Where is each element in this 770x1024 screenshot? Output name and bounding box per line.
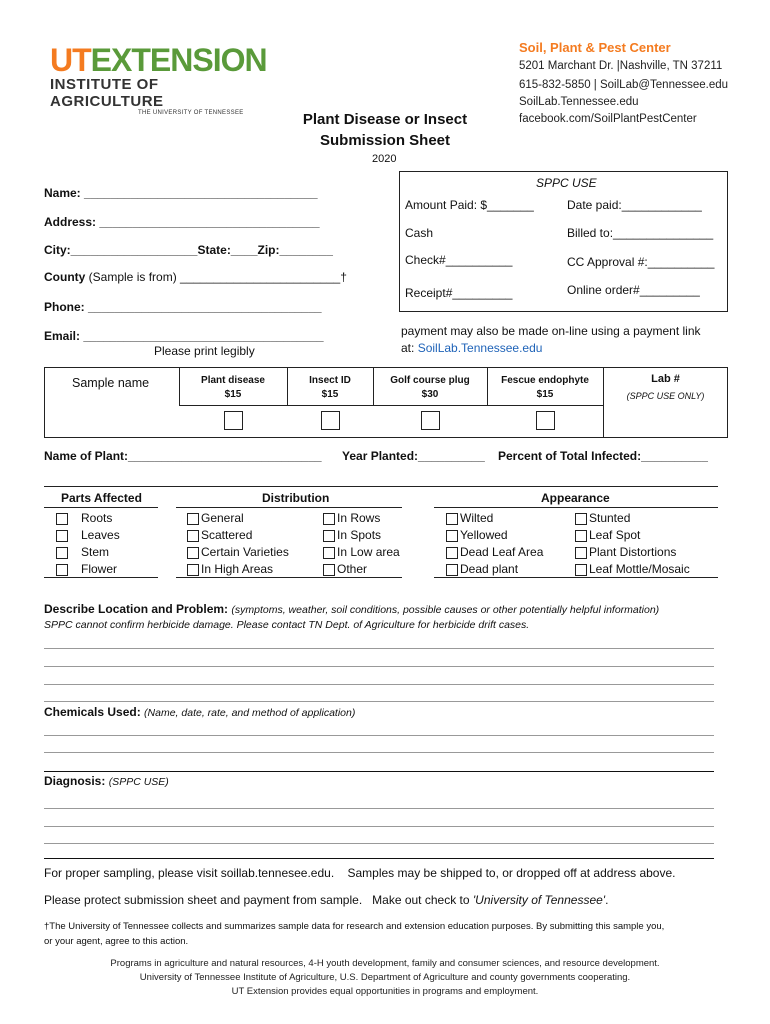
chemicals-hint: (Name, date, rate, and method of application) — [144, 707, 356, 719]
stem-checkbox[interactable] — [56, 547, 68, 559]
roots-checkbox[interactable] — [56, 513, 68, 525]
stunted-checkbox[interactable] — [575, 513, 587, 525]
disclaimer-line2: or your agent, agree to this action. — [44, 936, 189, 947]
footer-line1: Programs in agriculture and natural resources, 4-H youth development, family and consumer sciences, and resource development. — [110, 958, 660, 969]
logo-university: THE UNIVERSITY OF TENNESSEE — [138, 110, 244, 116]
plant-disease-checkbox[interactable] — [224, 411, 243, 430]
date-paid-field[interactable]: Date paid:____________ — [567, 198, 702, 212]
online-order-field[interactable]: Online order#_________ — [567, 283, 700, 297]
certain-varieties-label: Certain Varieties — [201, 545, 289, 559]
insect-id-checkbox[interactable] — [321, 411, 340, 430]
disclaimer-line1: †The University of Tennessee collects and summarizes sample data for research and extension education purposes. By submitting this sample you, — [44, 921, 665, 932]
distribution-title: Distribution — [262, 491, 330, 505]
col-plant-disease — [179, 374, 287, 402]
county-field[interactable] — [44, 270, 347, 284]
lab-label: Lab # — [651, 373, 680, 385]
parts-bottom-rule — [44, 577, 158, 578]
contact-web: SoilLab.Tennessee.edu — [519, 96, 639, 108]
dead-leaf-area-checkbox[interactable] — [446, 547, 458, 559]
col-label: Golf course plug — [390, 375, 470, 386]
parts-underline — [44, 507, 158, 508]
wilted-label: Wilted — [460, 511, 494, 525]
col-price: $15 — [536, 389, 554, 400]
percent-infected-field[interactable]: Percent of Total Infected:__________ — [498, 449, 708, 463]
online-payment-note — [401, 323, 701, 357]
col-label: Plant disease — [201, 375, 265, 386]
leaf-spot-checkbox[interactable] — [575, 530, 587, 542]
in-rows-label: In Rows — [337, 511, 381, 525]
dead-plant-label: Dead plant — [460, 562, 519, 576]
title-line1: Plant Disease or Insect — [302, 111, 468, 128]
payment-note-line2 — [401, 340, 701, 357]
diagnosis-heading — [44, 774, 169, 788]
appearance-title: Appearance — [541, 491, 610, 505]
describe-line[interactable] — [44, 684, 714, 685]
leaf-mottle-label: Leaf Mottle/Mosaic — [589, 562, 690, 576]
dead-plant-checkbox[interactable] — [446, 564, 458, 576]
in-low-area-label: In Low area — [337, 545, 400, 559]
cc-approval-field[interactable]: CC Approval #:__________ — [567, 255, 715, 269]
sampling-instructions: For proper sampling, please visit soillab.tennesee.edu. Samples may be shipped to, or dropped off at address above. — [44, 866, 676, 880]
title-line2: Submission Sheet — [319, 132, 451, 149]
year-planted-field[interactable]: Year Planted:__________ — [342, 449, 485, 463]
sppc-title: SPPC USE — [536, 176, 597, 190]
name-of-plant-field[interactable]: Name of Plant:_____________________________ — [44, 449, 322, 463]
describe-heading — [44, 602, 659, 616]
section-rule — [44, 486, 718, 487]
roots-label: Roots — [81, 511, 113, 525]
chemicals-line[interactable] — [44, 752, 714, 753]
contact-address: 5201 Marchant Dr. |Nashville, TN 37211 — [519, 60, 723, 72]
payment-instructions-end: . — [605, 893, 609, 907]
appearance-bottom-rule — [434, 577, 718, 578]
general-label: General — [201, 511, 244, 525]
check-field[interactable]: Check#__________ — [405, 253, 513, 267]
describe-label: Describe Location and Problem: — [44, 602, 229, 616]
contact-title: Soil, Plant & Pest Center — [519, 40, 671, 55]
diagnosis-label: Diagnosis: — [44, 774, 106, 788]
other-label: Other — [337, 562, 368, 576]
table-divider — [179, 405, 603, 406]
contact-phone-email: 615-832-5850 | SoilLab@Tennessee.edu — [519, 79, 729, 91]
chemicals-line[interactable] — [44, 735, 714, 736]
footer — [0, 957, 770, 999]
flower-label: Flower — [81, 562, 118, 576]
form-title — [270, 109, 500, 151]
col-price: $30 — [421, 389, 439, 400]
payment-note-line1: payment may also be made on-line using a payment link — [401, 324, 701, 338]
payment-instructions — [44, 893, 608, 907]
diagnosis-end-rule — [44, 858, 714, 859]
diagnosis-hint: (SPPC USE) — [108, 776, 169, 788]
ut-extension-logo — [50, 42, 267, 116]
form-year: 2020 — [372, 153, 397, 165]
describe-line[interactable] — [44, 666, 714, 667]
payment-instructions-text: Please protect submission sheet and payment from sample. Make out check to — [44, 893, 473, 907]
payee-name: 'University of Tennessee' — [472, 893, 606, 907]
wilted-checkbox[interactable] — [446, 513, 458, 525]
yellowed-label: Yellowed — [460, 528, 508, 542]
stem-label: Stem — [81, 545, 110, 559]
herbicide-note: SPPC cannot confirm herbicide damage. Please contact TN Dept. of Agriculture for herbicide drift cases. — [44, 619, 530, 631]
receipt-field[interactable]: Receipt#_________ — [405, 286, 513, 300]
scattered-label: Scattered — [201, 528, 253, 542]
name-field[interactable]: Name: ___________________________________ — [44, 186, 318, 200]
phone-field[interactable]: Phone: ___________________________________ — [44, 300, 322, 314]
address-field[interactable]: Address: _________________________________ — [44, 215, 320, 229]
certain-varieties-checkbox[interactable] — [187, 547, 199, 559]
leaves-label: Leaves — [81, 528, 120, 542]
sample-name-header: Sample name — [72, 376, 150, 390]
print-legibly-note: Please print legibly — [154, 344, 255, 358]
diagnosis-line[interactable] — [44, 826, 714, 827]
billed-to-field[interactable]: Billed to:_______________ — [567, 226, 714, 240]
stunted-label: Stunted — [589, 511, 631, 525]
city-state-zip-field[interactable]: City:___________________State:____Zip:________ — [44, 243, 333, 257]
dead-leaf-area-label: Dead Leaf Area — [460, 545, 544, 559]
distribution-underline — [176, 507, 402, 508]
chemicals-end-rule — [44, 771, 714, 772]
logo-ut: UT — [50, 42, 91, 78]
logo-wordmark — [50, 42, 267, 78]
general-checkbox[interactable] — [187, 513, 199, 525]
describe-line[interactable] — [44, 701, 714, 702]
fescue-endophyte-checkbox[interactable] — [536, 411, 555, 430]
parts-affected-title: Parts Affected — [61, 491, 142, 505]
amount-paid-field[interactable]: Amount Paid: $_______ — [405, 198, 534, 212]
col-label: Fescue endophyte — [501, 375, 589, 386]
footer-line2: University of Tennessee Institute of Agriculture, U.S. Department of Agriculture and county governments cooperating. — [139, 972, 631, 983]
data-disclaimer — [44, 919, 734, 949]
logo-extension: EXTENSION — [90, 42, 267, 78]
in-spots-checkbox[interactable] — [323, 530, 335, 542]
golf-course-plug-checkbox[interactable] — [421, 411, 440, 430]
distribution-bottom-rule — [176, 577, 402, 578]
leaf-mottle-checkbox[interactable] — [575, 564, 587, 576]
in-rows-checkbox[interactable] — [323, 513, 335, 525]
in-spots-label: In Spots — [337, 528, 382, 542]
chemicals-label: Chemicals Used: — [44, 705, 141, 719]
chemicals-heading — [44, 705, 355, 719]
col-lab-number — [603, 372, 728, 403]
scattered-checkbox[interactable] — [187, 530, 199, 542]
logo-institute: INSTITUTE OF AGRICULTURE — [50, 76, 164, 110]
leaves-checkbox[interactable] — [56, 530, 68, 542]
footer-line3: UT Extension provides equal opportunities in programs and employment. — [231, 986, 539, 997]
county-label: County — [44, 270, 86, 284]
col-insect-id — [287, 374, 373, 402]
col-golf-course-plug — [373, 374, 487, 402]
payment-note-prefix: at: — [401, 341, 418, 355]
yellowed-checkbox[interactable] — [446, 530, 458, 542]
diagnosis-line[interactable] — [44, 808, 714, 809]
payment-link[interactable]: SoilLab.Tennessee.edu — [417, 341, 543, 355]
plant-distortions-label: Plant Distortions — [589, 545, 677, 559]
county-note: (Sample is from) ________________________† — [88, 270, 347, 284]
plant-distortions-checkbox[interactable] — [575, 547, 587, 559]
describe-hint: (symptoms, weather, soil conditions, possible causes or other potentially helpful information) — [231, 604, 660, 616]
col-fescue-endophyte — [487, 374, 603, 402]
contact-block — [519, 39, 759, 128]
diagnosis-line[interactable] — [44, 843, 714, 844]
in-high-areas-checkbox[interactable] — [187, 564, 199, 576]
contact-facebook: facebook.com/SoilPlantPestCenter — [519, 113, 697, 125]
describe-line[interactable] — [44, 648, 714, 649]
flower-checkbox[interactable] — [56, 564, 68, 576]
other-checkbox[interactable] — [323, 564, 335, 576]
cash-label: Cash — [405, 226, 434, 240]
col-price: $15 — [224, 389, 242, 400]
appearance-underline — [434, 507, 718, 508]
in-low-area-checkbox[interactable] — [323, 547, 335, 559]
col-label: Insect ID — [309, 375, 351, 386]
email-field[interactable]: Email: ____________________________________ — [44, 329, 324, 343]
in-high-areas-label: In High Areas — [201, 562, 274, 576]
lab-note: (SPPC USE ONLY) — [626, 391, 705, 401]
col-price: $15 — [321, 389, 339, 400]
leaf-spot-label: Leaf Spot — [589, 528, 641, 542]
